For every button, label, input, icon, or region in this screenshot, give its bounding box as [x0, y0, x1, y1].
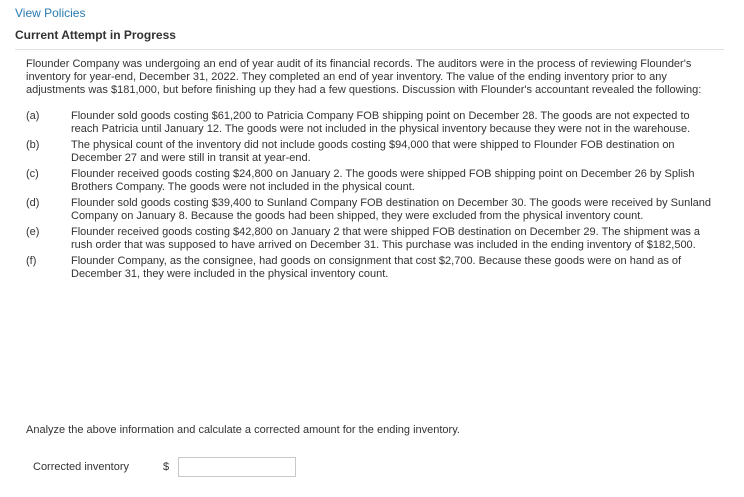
list-item [26, 255, 716, 281]
item-label: (d) [26, 197, 40, 209]
view-policies-link[interactable]: View Policies [15, 6, 86, 20]
corrected-inventory-input[interactable] [178, 457, 296, 477]
list-item [26, 139, 716, 165]
item-label: (f) [26, 255, 37, 267]
attempt-title: Current Attempt in Progress [15, 28, 176, 42]
instruction-text: Analyze the above information and calculate a corrected amount for the ending inventory. [26, 424, 460, 436]
item-label: (b) [26, 139, 40, 151]
list-item [26, 110, 716, 136]
question-intro: Flounder Company was undergoing an end of year audit of its financial records. The auditors were in the process of reviewing Flounder's inventory for year-end, December 31, 2022. They completed an end of year inventory. The value of the ending inventory prior to any adjustments was $181,000, but before finishing up they had a few questions. Discussion with Flounder's accountant revealed the following: [26, 58, 702, 96]
item-label: (e) [26, 226, 40, 238]
list-item [26, 226, 716, 252]
question-body [26, 58, 716, 284]
corrected-inventory-label: Corrected inventory [33, 461, 129, 473]
item-text: The physical count of the inventory did not include goods costing $94,000 that were shipped to Flounder FOB destination on December 27 and were still in transit at year-end. [71, 139, 675, 164]
list-item [26, 168, 716, 194]
currency-symbol: $ [163, 461, 170, 473]
answer-row [33, 457, 296, 477]
list-item [26, 197, 716, 223]
item-text: Flounder sold goods costing $39,400 to Sunland Company FOB destination on December 30. The goods were received by Sunland Company on January 8. Because the goods had been shipped, they were excluded from the physical inventory count. [71, 197, 712, 222]
item-label: (c) [26, 168, 39, 180]
question-items [26, 110, 716, 281]
item-text: Flounder received goods costing $42,800 on January 2 that were shipped FOB destination on December 29. The shipment was a rush order that was supposed to have arrived on December 31. This purchase was included in the ending inventory of $182,500. [71, 226, 701, 251]
item-text: Flounder received goods costing $24,800 on January 2. The goods were shipped FOB shipping point on December 26 by Splish Brothers Company. The goods were not included in the physical count. [71, 168, 695, 193]
item-text: Flounder Company, as the consignee, had goods on consignment that cost $2,700. Because these goods were on hand as of December 31, they were included in the physical inventory count. [71, 255, 682, 280]
item-label: (a) [26, 110, 40, 122]
header-divider [15, 49, 724, 50]
item-text: Flounder sold goods costing $61,200 to Patricia Company FOB shipping point on December 28. The goods are not expected to reach Patricia until January 12. The goods were not included in the physical inventory because they were not in the warehouse. [71, 110, 691, 135]
